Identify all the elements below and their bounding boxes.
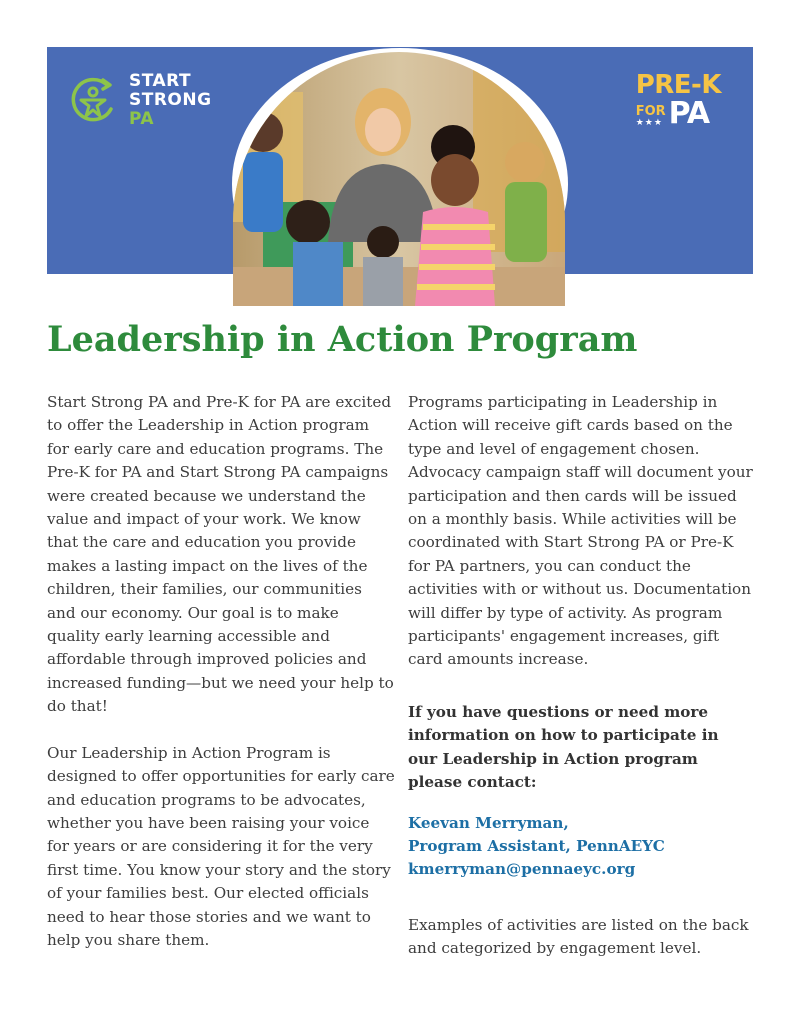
contact-role: Program Assistant, PennAEYC [408,836,665,855]
pre-k-for-pa-logo [635,70,721,131]
logo-line-start: START [129,71,192,91]
logo-for-text: FOR [635,104,666,119]
contact-block [408,812,753,882]
questions-heading: If you have questions or need more information on how to participate in our Leadership in Action program please contact: [408,702,719,792]
program-paragraph: Our Leadership in Action Program is designed to offer opportunities for early care and education programs to be advocates, whether you have been raising your voice for years or are considering it for the very first time. You know your story and the story of your families best. Our elected officials need to hear those stories and we want to help you share them. [47,743,395,949]
start-strong-pa-logo [67,72,212,129]
logo-pa-text: PA [668,96,710,131]
stars-icon: ★★★ [635,118,663,128]
examples-note: Examples of activities are listed on the back and categorized by engagement level. [408,915,749,958]
intro-paragraph: Start Strong PA and Pre-K for PA are excited to offer the Leadership in Action program for early care and education programs. The Pre-K for PA and Start Strong PA campaigns were created because we understand the value and impact of your work. We know that the care and education you provide makes a lasting impact on the lives of the children, their families, our communities and our economy. Our goal is to make quality early learning accessible and affordable through improved policies and increased funding—but we need your help to do that! [47,393,394,716]
star-child-icon [67,75,119,127]
left-column [47,391,395,952]
contact-email-link[interactable]: kmerryman@pennaeyc.org [408,860,636,879]
logo-line-strong: STRONG [129,90,212,110]
contact-name: Keevan Merryman, [408,813,569,832]
gift-cards-paragraph: Programs participating in Leadership in Action will receive gift cards based on the type and level of engagement chosen. Advocacy campaign staff will document your participation and then cards will be issued on a monthly basis. While activities will be coordinated with Start Strong PA or Pre-K for PA partners, you can conduct the activities with or without us. Documentation will differ by type of activity. As program participants' engagement increases, gift card amounts increase. [408,393,753,669]
logo-prek-text: PRE-K [635,70,721,100]
right-column [408,391,753,961]
logo-line-pa: PA [129,109,155,129]
page-title: Leadership in Action Program [47,319,638,360]
